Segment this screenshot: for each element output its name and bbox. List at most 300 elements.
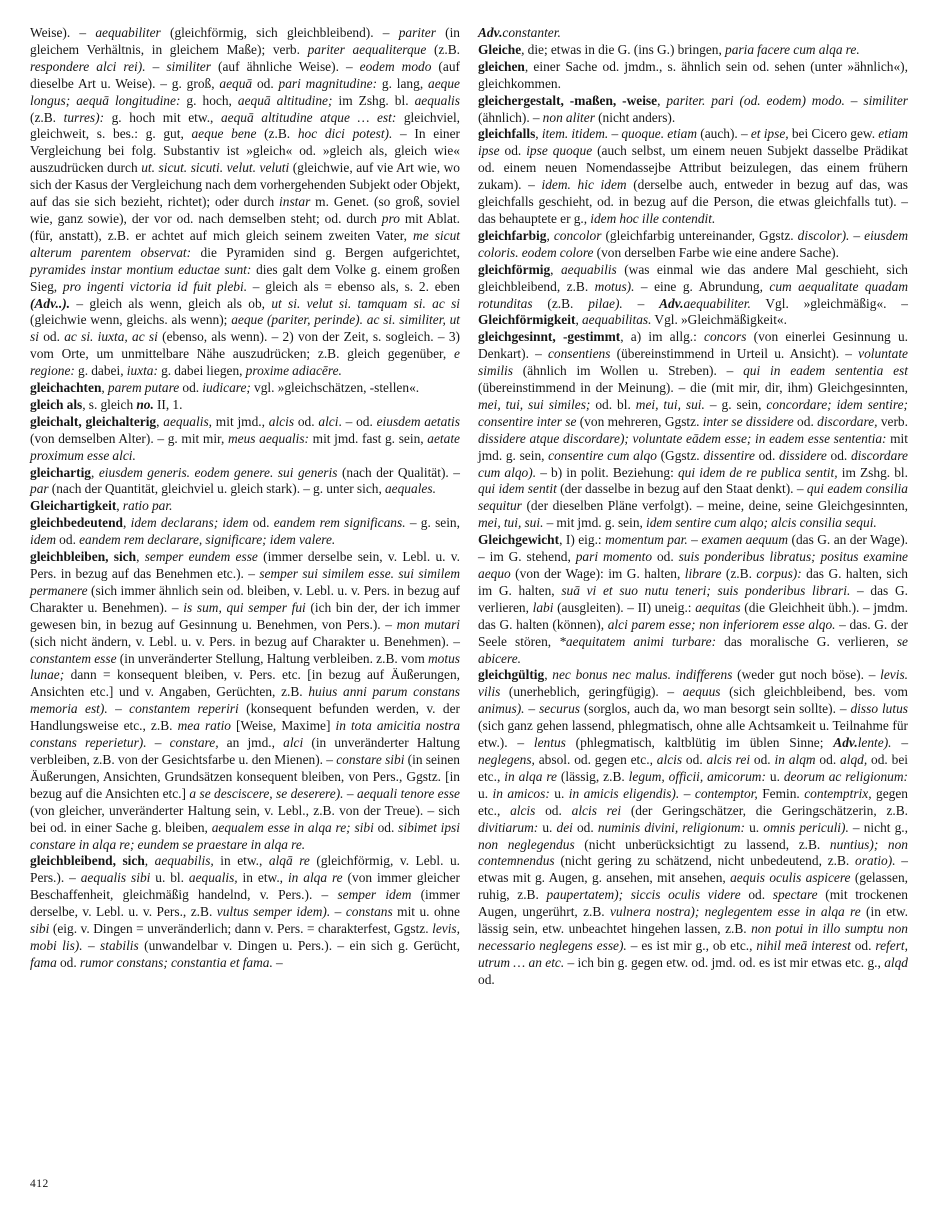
text-run: – etwas mit g. Augen, g. ansehen, mit ansehen, (478, 853, 908, 886)
text-run: motus). (594, 278, 635, 294)
text-run: instar (279, 194, 311, 210)
text-run: , einer Sache od. jmdm., s. ähnlich sein od. sehen (unter »ähnlich«), gleichkommen. (478, 58, 908, 91)
text-run: pro (381, 210, 400, 226)
text-run: idem (30, 532, 57, 548)
text-run: e regione: (30, 346, 460, 379)
text-run: similiter (863, 92, 908, 108)
text-run: proxime adiacēre. (245, 363, 342, 379)
text-run: , (544, 667, 553, 683)
text-run: – (272, 954, 283, 970)
text-run: discordare, (817, 413, 878, 429)
headword-text: gleichachten (30, 380, 102, 396)
text-run: concordare; idem sentire; consentire inter se (478, 396, 908, 429)
text-run: suā vi et suo nutu teneri; suis ponderibus librari. (561, 582, 851, 598)
dictionary-entry (30, 380, 460, 397)
dictionary-entry (478, 93, 908, 127)
text-run: , (136, 549, 145, 565)
text-run: mei, tui, sui. (478, 515, 544, 531)
dictionary-entry (478, 667, 908, 988)
text-run: aequalis (163, 413, 209, 429)
text-run: verb. (877, 413, 908, 429)
text-run: alcis (656, 751, 683, 767)
text-run: contemptrix, (804, 785, 872, 801)
text-columns (30, 25, 908, 989)
text-run: alcis rei (706, 751, 751, 767)
text-run: similiter (166, 58, 211, 74)
text-run: (auf dieselbe Art u. Weise). – g. groß, (30, 58, 460, 91)
text-run: II, 1. (153, 396, 183, 412)
text-run: dann = konsequent bleiben, v. Pers. etc. [in bezug auf Äußerungen, Ansichten etc.] und v. Angaben, Gerüchten, z.B. (30, 667, 460, 700)
text-run: (Adv..). (30, 295, 71, 311)
text-run: aequā altitudine; (237, 92, 333, 108)
text-run: od. (478, 971, 495, 987)
text-run: (auch). – (697, 126, 751, 142)
text-run: (konsequent befunden werden, v. der Handlungsweise etc., z.B. (30, 701, 460, 734)
text-run: – (330, 904, 346, 920)
text-run: – b) in polit. Beziehung: (536, 464, 678, 480)
text-run: consentire cum alqo (548, 447, 657, 463)
text-run: , s. gleich (82, 396, 137, 412)
text-run: Vgl. »Gleichmäßigkeit«. (651, 312, 787, 328)
text-run: semper sui similem esse. sui similem permanere (30, 566, 460, 598)
text-run: parem putare (107, 380, 180, 396)
text-run: eiusdem generis. eodem genere. sui generis (98, 464, 338, 480)
text-run: , (546, 227, 554, 243)
text-run: Adv. (478, 25, 503, 40)
text-run: (nach der Quantität, gleichviel u. gleich stark). – g. unter sich, (48, 481, 385, 497)
text-run: vultus semper idem). (216, 904, 331, 920)
headword-text: gleichgesinnt, -gestimmt (478, 329, 621, 345)
text-run: huius anni parum constans memoria est). (30, 684, 460, 717)
text-run: (ich bin der, der ich immer gewesen bin, in bezug auf Gesinnung u. Benehmen, von Pers.). – (30, 599, 460, 632)
text-run: od. (826, 447, 851, 463)
text-run: oratio). (855, 853, 896, 869)
text-run: od. (652, 549, 679, 565)
text-run: in alqm (774, 751, 816, 767)
text-run: (eig. v. Dingen = unveränderlich; dann v. Pers. = charakterfest, Ggstz. (49, 921, 433, 937)
text-run: non potui in illo sumptu non necessario neglegens esse). (478, 921, 908, 953)
text-run: dei (556, 819, 573, 835)
headword-text: gleichfarbig (478, 227, 547, 243)
text-run: eiusdem coloris. eodem colore (478, 227, 909, 260)
text-run: mon mutari (396, 616, 461, 632)
text-run: is sum, qui semper fui (183, 599, 306, 615)
text-run: (was einmal wie das andere Mal geschieht, sich gleichbleibend, z.B. (478, 261, 909, 294)
text-run: eandem rem significans. (273, 515, 406, 531)
text-run: dies galt dem Volke g. einem großen Sieg, (30, 261, 460, 294)
text-run: pilae). (588, 295, 623, 311)
headword-text: Gleiche (478, 41, 522, 57)
text-run: u. (765, 768, 784, 784)
text-run: semper eundem esse (144, 549, 258, 565)
headword-text: gleichbleiben, sich (30, 549, 137, 565)
text-run: od. (850, 937, 876, 953)
text-run: mei, tui, sui similes; (478, 396, 591, 412)
text-run: gleichviel, gleichweit, s. bes.: g. gut, (30, 109, 461, 142)
page-number: 412 (30, 1178, 49, 1190)
text-run: concolor (553, 227, 602, 243)
text-run: (übereinstimmend in Urteil u. Ansicht). – (610, 346, 859, 362)
text-run: , (101, 380, 108, 396)
text-run: voluntate similis (478, 346, 908, 379)
text-run: Adv. (833, 735, 858, 751)
text-run: , (144, 853, 155, 869)
text-run: od. (38, 329, 65, 345)
text-run: (mit trockenen Augen, ungerührt, z.B. (478, 887, 908, 920)
text-run: od. bl. (590, 396, 636, 412)
text-run: bei Cicero gew. (788, 126, 879, 142)
text-run: aequā (219, 75, 253, 91)
text-run: (z.B. (721, 566, 757, 581)
dictionary-entry (30, 498, 460, 515)
text-run: qui in eadem sententia est (743, 363, 908, 379)
text-run: das moralische G. verlieren, (716, 633, 897, 649)
text-run: an jmd., (218, 735, 284, 751)
headword-text: gleichalt, gleichalterig (30, 413, 157, 429)
text-run: ut. sicut. sicuti. velut. veluti (141, 160, 290, 176)
text-run: das G. halten, sich im G. halten, (478, 566, 908, 598)
text-run: aetate proximum esse alci. (30, 430, 460, 463)
dictionary-entry (30, 853, 460, 971)
text-run: discordare cum alqo). (478, 447, 908, 480)
headword-text: gleichbleibend, sich (30, 853, 145, 869)
text-run: (von derselben Farbe wie eine andere Sache). (593, 244, 839, 260)
text-run: me sicut alterum parentem observat: (30, 227, 460, 260)
text-run: – (107, 701, 130, 717)
text-run: legum, officii, amicorum: (628, 768, 766, 784)
text-run: (immer derselbe, v. Lebl. u. v. Pers., z.B. (30, 887, 461, 920)
text-run: u. (549, 785, 569, 801)
text-run: (unerheblich, geringfügig). – (500, 684, 683, 700)
text-run: lente). (857, 735, 892, 751)
text-run: od. bei etc., (478, 751, 908, 784)
text-run: g. lang, (377, 75, 428, 91)
text-run: – (622, 295, 660, 311)
text-run: (von demselben Alter). – g. mit mir, (30, 430, 228, 446)
text-run: aequabilitas. (581, 312, 652, 328)
headword-text: Gleichgewicht (478, 532, 560, 548)
text-run: alqā re (268, 853, 310, 869)
text-run: (ausgleiten). – II) uneig.: (553, 599, 696, 615)
text-run: – mit jmd. g. sein, (543, 515, 647, 531)
text-run: pari momento (575, 549, 653, 565)
text-run: – (82, 937, 101, 953)
dictionary-entry (478, 42, 908, 59)
text-run: et ipse, (750, 126, 789, 142)
text-run: mei, tui, sui. (635, 396, 705, 412)
text-run: die Pyramiden sind g. Bergen aufgerichtet, (191, 244, 460, 260)
text-run: aequitas (695, 599, 741, 615)
text-run: nihil meā interest (756, 937, 851, 953)
text-run: aeque longus; aequā longitudine: (30, 75, 460, 108)
text-run: stabilis (100, 937, 139, 953)
text-run: – (849, 227, 865, 243)
text-run: a se desciscere, se deserere). (189, 785, 344, 801)
text-run: idem sentire cum alqo; alcis consilia sequi. (646, 515, 877, 531)
text-run: – g. sein, (704, 396, 767, 412)
text-run: concors (704, 329, 747, 345)
text-run: ratio par. (122, 498, 173, 514)
text-run: – (343, 785, 358, 801)
text-run: etiam ipse (478, 126, 908, 159)
text-run: od. (793, 413, 818, 429)
text-run: (nicht unberücksichtigt zu lassend, z.B. (574, 836, 830, 852)
text-run: – In einer Vergleichung bei folg. Substantiv ist »gleich« od. »gleich als, gleich wie« auszudrücken durch (30, 126, 461, 176)
text-run: gegen etc., (478, 785, 908, 818)
text-run: momentum par. (605, 532, 688, 548)
right-column (478, 25, 908, 989)
text-run: od. (373, 819, 399, 835)
text-run: motus lunae; (30, 650, 461, 683)
text-run: Adv. (659, 295, 684, 311)
text-run: (sorglos, auch da, wo man besorgt sein sollte). – (579, 701, 851, 717)
text-run: (gleichwie wenn, gleichs. als wenn); (30, 312, 232, 328)
text-run: aequabilis (560, 261, 617, 277)
text-run: pro ingenti victoria id fuit plebi. (62, 278, 248, 294)
text-run: od. (56, 954, 80, 970)
dictionary-entry (30, 414, 460, 465)
text-run: (von mehreren, Ggstz. (576, 413, 703, 429)
text-run: (z.B. (532, 295, 589, 311)
text-run: animus). (478, 701, 525, 717)
text-run: iuxta: (126, 363, 158, 379)
text-run: in tota amicitia nostra constans reperietur). (30, 718, 461, 751)
text-run: – (145, 58, 167, 74)
text-run: (weder gut noch böse). – (732, 667, 881, 683)
text-run: paria facere cum alqa re. (725, 41, 860, 57)
text-run: non neglegendus (478, 836, 575, 852)
left-column (30, 25, 460, 989)
dictionary-entry (478, 25, 908, 42)
text-run: neglegens, (478, 751, 535, 767)
text-run: g. hoch mit etw., (104, 109, 221, 125)
text-run: spectare (772, 887, 818, 903)
text-run: constanter. (502, 25, 561, 40)
text-run: (ähnlich). – (478, 109, 543, 125)
text-run: (der dieselben Pläne verfolgt). – meine, deine, seine Gleichgesinnten, (521, 498, 908, 514)
text-run: (nicht gering zu schätzend, nicht unbedeutend, z.B. (554, 853, 855, 869)
text-run: u. bl. (150, 870, 189, 886)
text-run: od. (750, 751, 775, 767)
text-run: (auch selbst, um einem neuen Subjekt dasselbe Prädikat od. einem neuen Nomendassejbe Attribut beizulegen, das einem frühern zukam). – (478, 143, 908, 193)
text-run: mit jmd. g. sein, (478, 430, 908, 463)
text-run: quoque. etiam (621, 126, 698, 142)
text-run: semper idem (337, 887, 412, 903)
text-run: – nicht g., (848, 819, 908, 835)
text-run: – g. sein, (405, 515, 460, 531)
text-run: alci parem esse; non inferiorem esse alqo. (607, 616, 836, 632)
text-run: labi (532, 599, 554, 615)
text-run: od. (682, 751, 707, 767)
text-run: alcis (510, 802, 536, 818)
text-run: – (844, 92, 864, 108)
text-run: od. (252, 75, 279, 91)
text-run: , (90, 464, 99, 480)
text-run: ac si. iuxta, ac si (64, 329, 158, 345)
text-run: (unwandelbar v. Dingen u. Pers.). – ein sich g. Gerücht, (138, 937, 460, 953)
dictionary-entry (478, 126, 908, 227)
text-run: dissentire (703, 447, 755, 463)
text-run: , (535, 126, 542, 142)
text-run: aequabiliter (95, 25, 161, 40)
text-run: contemptor, (694, 785, 758, 801)
text-run: od. (294, 413, 319, 429)
text-run: aequus (682, 684, 721, 700)
headword-text: gleichartig (30, 464, 91, 480)
text-run: (z.B. (30, 109, 64, 125)
text-run: idem declarans; idem (130, 515, 249, 531)
text-run: pyramides instar montium eductae sunt: (30, 261, 252, 277)
text-run: – es ist mir g., ob etc., (626, 937, 757, 953)
dictionary-entry (30, 515, 460, 549)
text-run: (von einerlei Gesinnung u. Denkart). – (478, 329, 908, 362)
text-run: , I) eig.: (559, 532, 606, 548)
text-run: aequalem esse in alqa re; sibi (211, 819, 374, 835)
text-run: im Zshg. bl. (332, 92, 415, 108)
text-run: , a) im allg.: (620, 329, 705, 345)
dictionary-entry (478, 329, 908, 532)
text-run: constans (345, 904, 393, 920)
text-run: aequā altitudine atque … est: (220, 109, 397, 125)
text-run: in alqa re (504, 768, 557, 784)
text-run: , (575, 312, 582, 328)
text-run: nec bonus nec malus. indifferens (552, 667, 733, 683)
text-run: constantem reperiri (129, 701, 239, 717)
text-run: mit jmd. fast g. sein, (309, 430, 428, 446)
text-run: constantem esse (30, 650, 117, 666)
text-run: (sich nicht ändern, v. Lebl. u. v. Pers. in bezug auf Charakter u. Benehmen). – (30, 633, 460, 649)
text-run: vgl. »gleichschätzen, -stellen«. (250, 380, 420, 396)
text-run: inter se dissidere (702, 413, 794, 429)
text-run: (das G. an der Wage). – im G. stehend, (478, 532, 909, 565)
text-run: mea ratio (177, 718, 231, 734)
text-run: examen aequum (701, 532, 789, 548)
text-run: u. (745, 819, 764, 835)
text-run: alcis (268, 413, 295, 429)
text-run: alcis rei (571, 802, 622, 818)
text-run: (gleichwie, auf vie Art wie, wo sich der Kasus der Vergleichung nach dem vorhergehenden Subjekt oder Objekt, auf das sie sich bezieht, richtet); oder durch (30, 160, 461, 210)
text-run: Femin. (757, 785, 805, 801)
text-run: in etw., (237, 870, 288, 886)
dictionary-entry (30, 549, 460, 853)
dictionary-entry (30, 465, 460, 499)
text-run: numinis divini, religionum: (597, 819, 746, 835)
text-run: (ähnlich im Wollen u. Streben). – (512, 363, 744, 379)
text-run: (immer derselbe sein, v. Lebl. u. v. Pers. in bezug auf das Benehmen etc.). – (30, 549, 460, 581)
text-run: g. dabei, (74, 363, 127, 379)
text-run: (in seinen Äußerungen, Ansichten, Grundsätzen konsequent bleiben, von Pers., Ggstz. [in bezug auf die Ansichten etc.] (30, 751, 460, 801)
headword-text: gleichfalls (478, 126, 536, 142)
text-run: g. dabei liegen, (157, 363, 246, 379)
text-run: meus aequalis: (227, 430, 309, 446)
text-run: od. (179, 380, 203, 396)
text-run: pariter. pari (od. eodem) modo. (666, 92, 845, 108)
text-run: in amicos: (492, 785, 550, 801)
headword-text: gleichergestalt, -maßen, -weise (478, 92, 658, 108)
text-run: (Ggstz. (656, 447, 704, 463)
text-run: (gelassen, ruhig, z.B. (478, 870, 908, 903)
dictionary-entry (478, 262, 908, 330)
text-run: rumor constans; constantia et fama. (79, 954, 273, 970)
text-run: (z.B. (426, 41, 460, 57)
text-run: *aequitatem animi turbare: (559, 633, 717, 649)
text-run: (sich gleichbleibend, bes. vom (720, 684, 908, 700)
dictionary-entry (30, 25, 460, 380)
text-run: , (550, 261, 561, 277)
text-run: eiusdem aetatis (376, 413, 460, 429)
text-run: deorum ac religionum: (783, 768, 908, 784)
text-run: consentiens (547, 346, 611, 362)
text-run: sibimet ipsi constare in alqa re; eundem se praestare in alqa re. (30, 819, 460, 852)
text-run: (derselbe auch, entweder in bezug auf das, was gleichfalls geschieht, od. in bezug auf die Person, die etwas gleichfalls tut). – das behauptete er g., (478, 177, 908, 226)
text-run: od. (572, 819, 598, 835)
text-run: in amicis eligendis). (568, 785, 680, 801)
text-run: od. (56, 532, 80, 548)
text-run: aequali tenore esse (357, 785, 460, 801)
text-run: alci (283, 735, 304, 751)
text-run: (gleichfarbig untereinander, Ggstz. (601, 227, 798, 243)
text-run: od. (535, 802, 572, 818)
text-run: Vgl. »gleichmäßig«. – (750, 295, 908, 311)
text-run: omnis periculi). (763, 819, 849, 835)
text-run: idem hoc ille contendit. (590, 210, 716, 226)
text-run: , die; etwas in die G. (ins G.) bringen, (521, 41, 725, 57)
text-run: (in gleichem Verhältnis, in gleichem Maße); verb. (30, 25, 460, 57)
text-run: (gleichförmig, sich gleichbleibend). – (160, 25, 399, 40)
text-run: dissidere (779, 447, 827, 463)
text-run: alqd, (840, 751, 868, 767)
text-run: lentus (533, 735, 566, 751)
text-run: constare sibi (336, 751, 405, 767)
text-run: pari magnitudine: (278, 75, 378, 91)
text-run: m. Genet. (so groß, soviel wie, ganz sowie), der vor od. nach demselben steht; od. durch (30, 194, 460, 226)
headword-text: gleich als (30, 396, 83, 412)
text-run: refert, utrum … an etc. (478, 937, 908, 970)
text-run: u. (478, 785, 493, 801)
text-run: hoc dici potest). (297, 126, 393, 142)
text-run: aequalis (414, 92, 460, 108)
text-run: Weise). – (30, 25, 96, 40)
text-run: alci (318, 413, 339, 429)
dictionary-entry (478, 532, 908, 667)
text-run: , (123, 515, 131, 531)
text-run: (in etw. lässig sein, etw. unbeachtet hingehen lassen, z.B. (478, 904, 909, 937)
headword-text: Gleichförmigkeit (478, 312, 576, 328)
text-run: corpus): (756, 566, 802, 581)
headword-text: gleichen (478, 58, 525, 74)
dictionary-entry (30, 397, 460, 414)
text-run: , (657, 92, 667, 108)
text-run: item. itidem. (541, 126, 609, 142)
text-run: – das. G. der Seele stören, (478, 616, 908, 649)
text-run: g. hoch, (180, 92, 238, 108)
text-run: – gleich als = ebenso als, s. 2. eben (247, 278, 460, 294)
text-run: – das G. verlieren, (478, 582, 908, 615)
text-run: discolor). (797, 227, 850, 243)
text-run: im Zshg. bl. (837, 464, 909, 480)
text-run: (lässig, z.B. (556, 768, 629, 784)
text-run: vulnera nostra); neglegentem esse in alqa re (609, 904, 861, 920)
text-run: (von immer gleicher Beschaffenheit, gleichmäßig handelnd, v. Pers.). – (30, 870, 460, 903)
text-run: (nicht anders). (594, 109, 676, 125)
text-run: par (30, 481, 49, 497)
text-run: od. (740, 887, 773, 903)
text-run: aequales. (384, 481, 436, 497)
text-run: – (146, 735, 170, 751)
text-run: , (116, 498, 123, 514)
text-run: od. (754, 447, 779, 463)
text-run: fama (30, 954, 57, 970)
